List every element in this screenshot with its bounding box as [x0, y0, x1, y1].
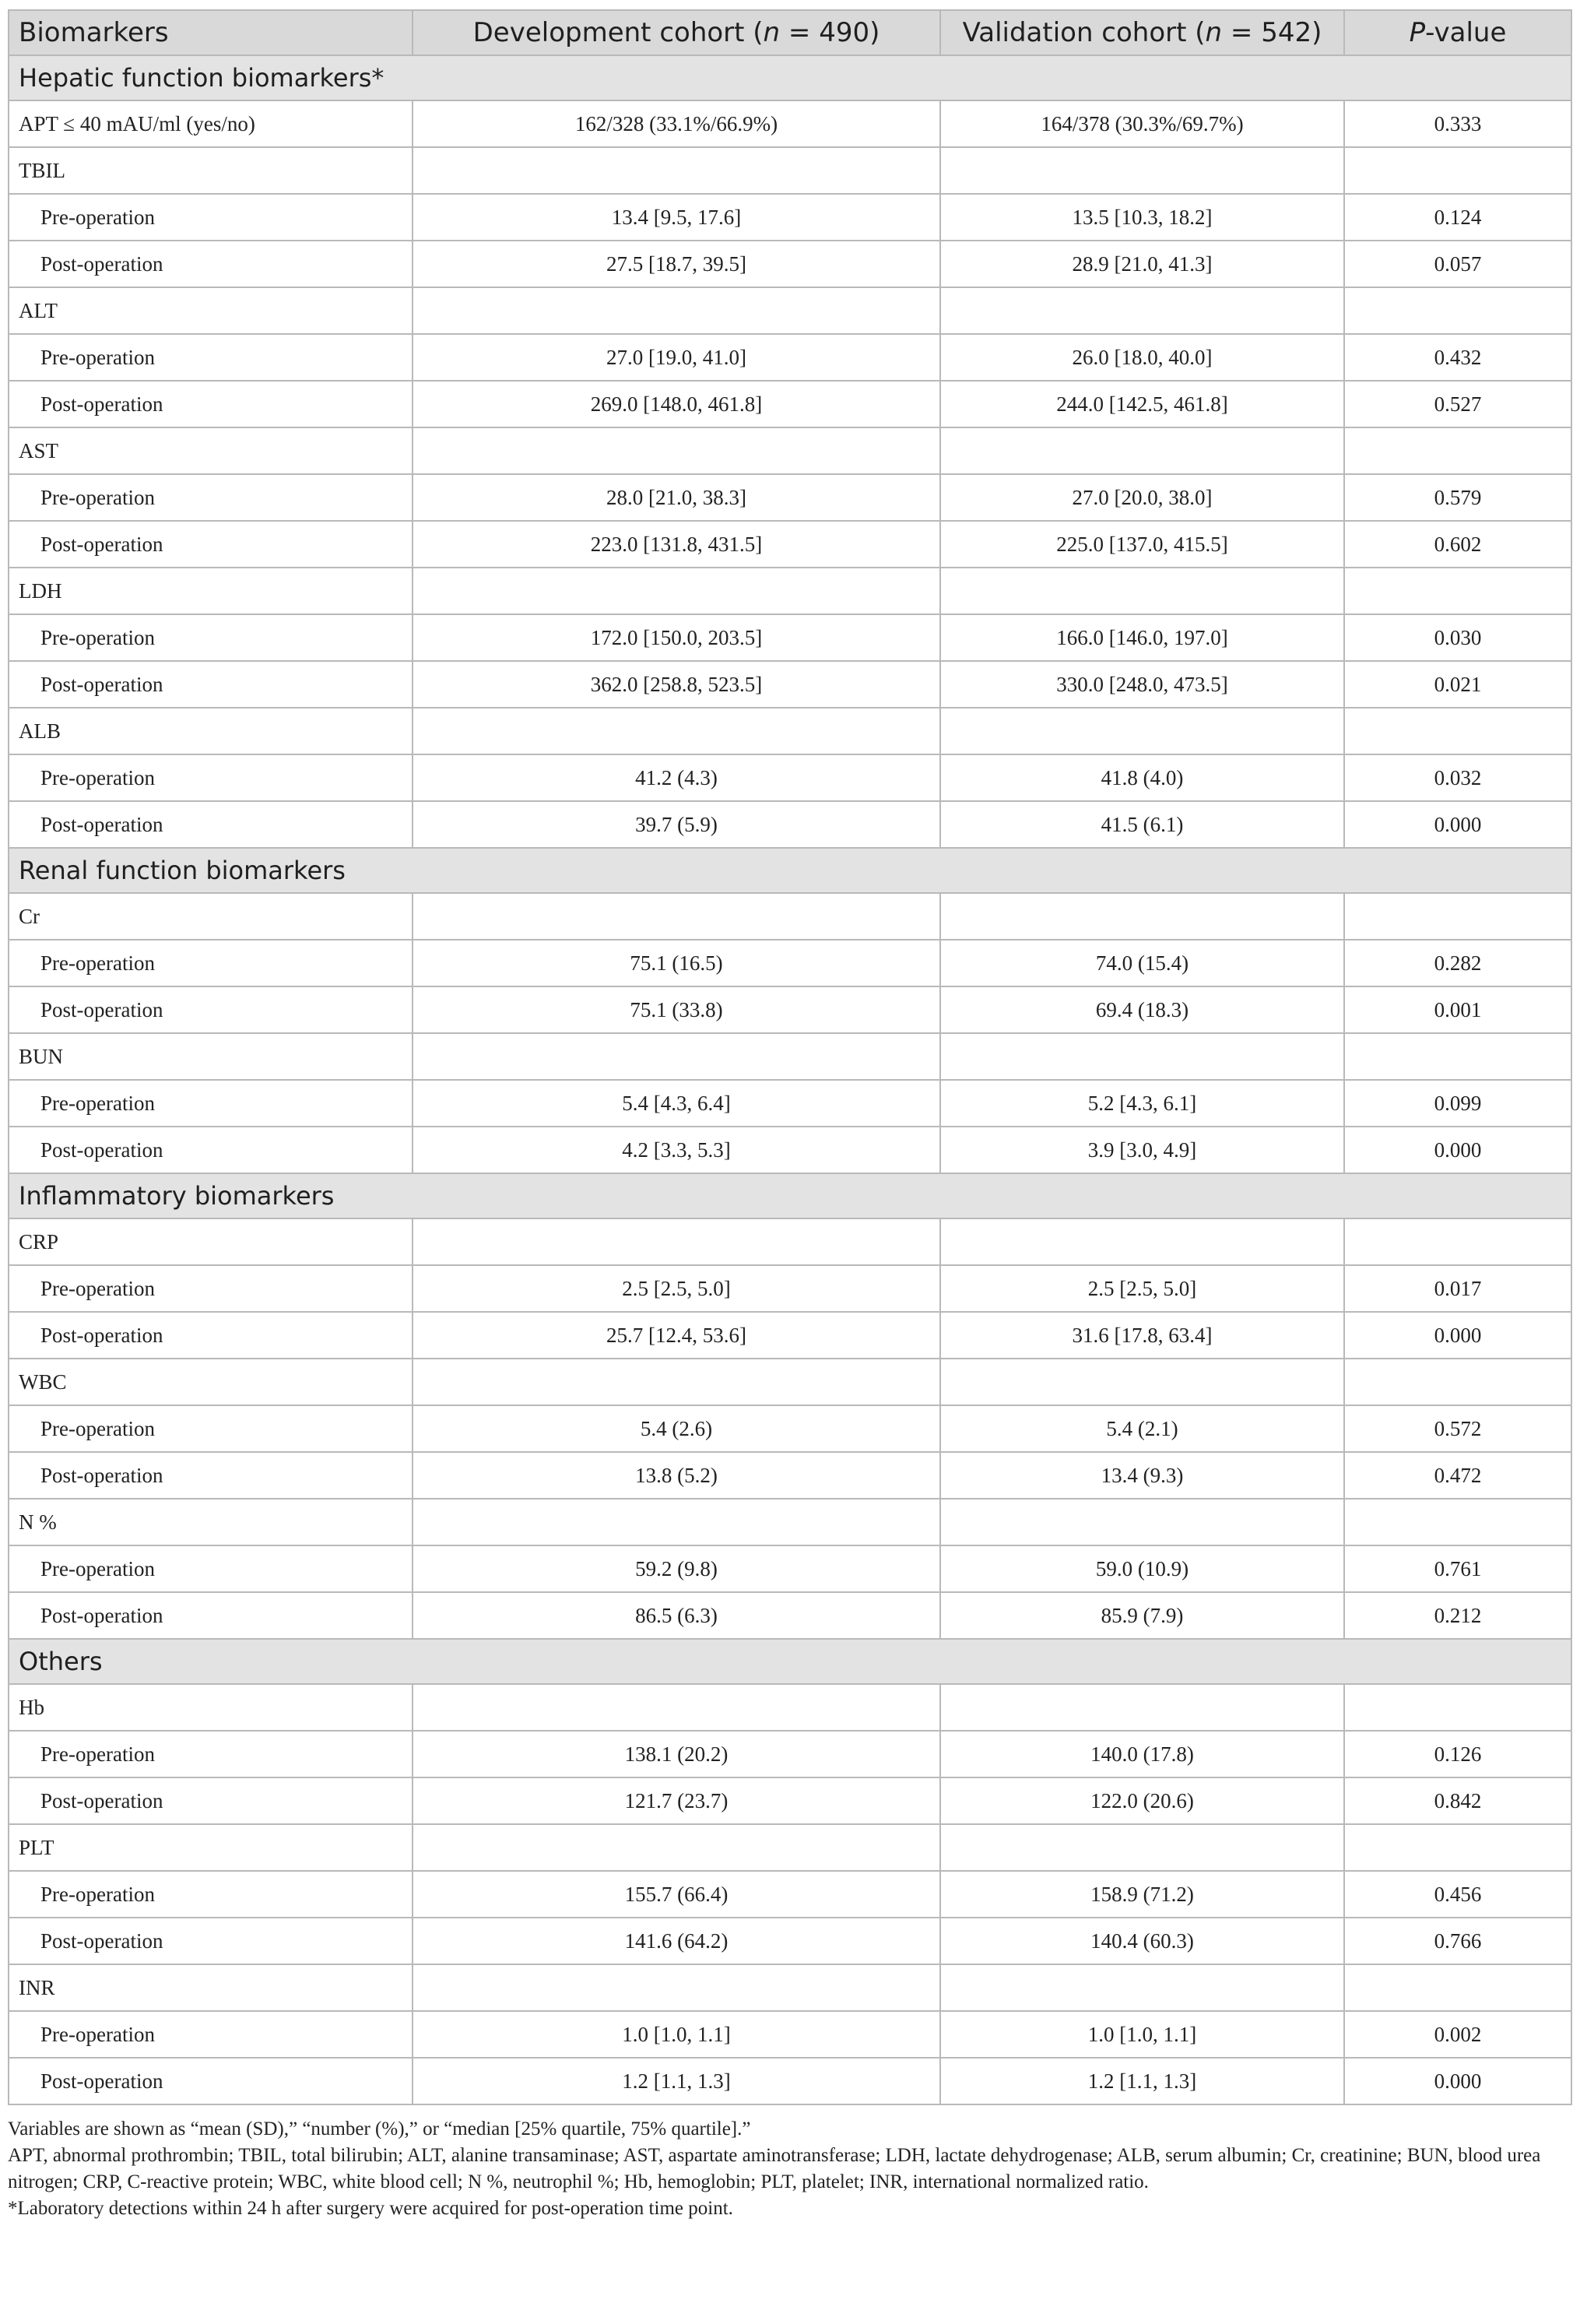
development-cohort-cell: 2.5 [2.5, 5.0] — [413, 1265, 940, 1312]
p-value-cell: 0.000 — [1344, 1127, 1571, 1173]
biomarker-label-cell: LDH — [9, 568, 413, 614]
table-row — [9, 1080, 1571, 1127]
biomarker-label-cell: Post-operation — [9, 1777, 413, 1824]
biomarker-label-cell: Pre-operation — [9, 754, 413, 801]
section-header-row — [9, 1639, 1571, 1684]
table-row — [9, 100, 1571, 147]
table-row — [9, 1033, 1571, 1080]
biomarker-label-cell: ALB — [9, 708, 413, 754]
validation-cohort-cell: 41.5 (6.1) — [940, 801, 1344, 848]
biomarker-label-cell: Post-operation — [9, 1127, 413, 1173]
validation-cohort-cell — [940, 147, 1344, 194]
biomarker-label-cell: N % — [9, 1499, 413, 1545]
p-value-cell: 0.126 — [1344, 1731, 1571, 1777]
table-row — [9, 754, 1571, 801]
table-row — [9, 2011, 1571, 2058]
development-cohort-cell: 4.2 [3.3, 5.3] — [413, 1127, 940, 1173]
p-value-cell — [1344, 1033, 1571, 1080]
biomarker-label-cell: Pre-operation — [9, 940, 413, 986]
table-row — [9, 1592, 1571, 1639]
validation-cohort-cell — [940, 1684, 1344, 1731]
table-row — [9, 1312, 1571, 1359]
development-cohort-cell: 155.7 (66.4) — [413, 1871, 940, 1918]
table-row — [9, 661, 1571, 708]
p-value-cell: 0.099 — [1344, 1080, 1571, 1127]
validation-cohort-cell: 5.4 (2.1) — [940, 1405, 1344, 1452]
table-row — [9, 1871, 1571, 1918]
development-cohort-cell: 41.2 (4.3) — [413, 754, 940, 801]
p-value-cell: 0.432 — [1344, 334, 1571, 381]
p-value-cell: 0.766 — [1344, 1918, 1571, 1964]
development-cohort-cell: 5.4 (2.6) — [413, 1405, 940, 1452]
p-value-cell: 0.032 — [1344, 754, 1571, 801]
biomarkers-table — [8, 9, 1572, 2105]
p-value-cell — [1344, 1964, 1571, 2011]
biomarker-label-cell: Post-operation — [9, 1918, 413, 1964]
validation-cohort-cell: 28.9 [21.0, 41.3] — [940, 241, 1344, 287]
biomarker-label-cell: Post-operation — [9, 801, 413, 848]
table-row — [9, 1964, 1571, 2011]
biomarker-label-cell: Post-operation — [9, 661, 413, 708]
validation-cohort-cell: 122.0 (20.6) — [940, 1777, 1344, 1824]
validation-cohort-cell — [940, 1218, 1344, 1265]
p-value-cell: 0.579 — [1344, 474, 1571, 521]
validation-cohort-cell: 166.0 [146.0, 197.0] — [940, 614, 1344, 661]
biomarker-label-cell: INR — [9, 1964, 413, 2011]
table-row — [9, 1777, 1571, 1824]
validation-cohort-cell — [940, 427, 1344, 474]
development-cohort-cell — [413, 708, 940, 754]
table-row — [9, 1359, 1571, 1405]
header-validation-cohort — [940, 10, 1344, 55]
p-value-cell: 0.842 — [1344, 1777, 1571, 1824]
validation-cohort-cell: 225.0 [137.0, 415.5] — [940, 521, 1344, 568]
development-cohort-cell: 13.8 (5.2) — [413, 1452, 940, 1499]
development-cohort-cell — [413, 893, 940, 940]
header-biomarkers: Biomarkers — [9, 10, 413, 55]
development-cohort-cell: 141.6 (64.2) — [413, 1918, 940, 1964]
development-cohort-cell — [413, 568, 940, 614]
biomarker-label-cell: Pre-operation — [9, 1731, 413, 1777]
validation-cohort-cell — [940, 568, 1344, 614]
development-cohort-cell: 172.0 [150.0, 203.5] — [413, 614, 940, 661]
table-row — [9, 287, 1571, 334]
p-value-cell — [1344, 1499, 1571, 1545]
p-value-cell: 0.212 — [1344, 1592, 1571, 1639]
biomarker-label-cell: Post-operation — [9, 241, 413, 287]
p-value-cell: 0.124 — [1344, 194, 1571, 241]
table-row — [9, 614, 1571, 661]
biomarker-label-cell: Post-operation — [9, 986, 413, 1033]
validation-cohort-cell — [940, 708, 1344, 754]
biomarker-label-cell: Hb — [9, 1684, 413, 1731]
p-value-cell: 0.456 — [1344, 1871, 1571, 1918]
biomarker-label-cell: Post-operation — [9, 1312, 413, 1359]
validation-cohort-cell: 140.0 (17.8) — [940, 1731, 1344, 1777]
validation-cohort-cell: 164/378 (30.3%/69.7%) — [940, 100, 1344, 147]
validation-cohort-cell — [940, 1033, 1344, 1080]
table-row — [9, 1684, 1571, 1731]
p-value-cell: 0.057 — [1344, 241, 1571, 287]
p-value-cell: 0.572 — [1344, 1405, 1571, 1452]
biomarker-label-cell: Post-operation — [9, 2058, 413, 2104]
table-row — [9, 1731, 1571, 1777]
section-title: Hepatic function biomarkers* — [9, 55, 1571, 100]
biomarker-label-cell: Pre-operation — [9, 1871, 413, 1918]
p-value-cell — [1344, 1824, 1571, 1871]
validation-cohort-cell: 31.6 [17.8, 63.4] — [940, 1312, 1344, 1359]
table-row — [9, 1545, 1571, 1592]
development-cohort-cell — [413, 1964, 940, 2011]
biomarker-label-cell: Post-operation — [9, 1592, 413, 1639]
validation-cohort-cell: 1.0 [1.0, 1.1] — [940, 2011, 1344, 2058]
validation-cohort-cell: 3.9 [3.0, 4.9] — [940, 1127, 1344, 1173]
development-cohort-cell: 27.5 [18.7, 39.5] — [413, 241, 940, 287]
table-row — [9, 986, 1571, 1033]
development-cohort-cell — [413, 1033, 940, 1080]
development-cohort-cell — [413, 1499, 940, 1545]
validation-cohort-cell — [940, 1499, 1344, 1545]
table-row — [9, 801, 1571, 848]
p-value-cell: 0.002 — [1344, 2011, 1571, 2058]
p-value-cell: 0.030 — [1344, 614, 1571, 661]
p-value-cell — [1344, 568, 1571, 614]
biomarker-label-cell: Post-operation — [9, 381, 413, 427]
development-cohort-cell: 269.0 [148.0, 461.8] — [413, 381, 940, 427]
p-value-cell: 0.333 — [1344, 100, 1571, 147]
header-dev-text: Development cohort ( — [472, 17, 764, 48]
development-cohort-cell — [413, 1684, 940, 1731]
biomarker-label-cell: CRP — [9, 1218, 413, 1265]
footnote-variables: Variables are shown as “mean (SD),” “number (%),” or “median [25% quartile, 75% quartile].” — [8, 2118, 751, 2139]
table-footnotes — [8, 2116, 1571, 2222]
table-row — [9, 1918, 1571, 1964]
validation-cohort-cell: 27.0 [20.0, 38.0] — [940, 474, 1344, 521]
development-cohort-cell: 39.7 (5.9) — [413, 801, 940, 848]
validation-cohort-cell — [940, 1359, 1344, 1405]
development-cohort-cell: 1.2 [1.1, 1.3] — [413, 2058, 940, 2104]
p-value-cell: 0.602 — [1344, 521, 1571, 568]
p-value-cell: 0.000 — [1344, 801, 1571, 848]
validation-cohort-cell: 13.5 [10.3, 18.2] — [940, 194, 1344, 241]
development-cohort-cell: 75.1 (16.5) — [413, 940, 940, 986]
table-row — [9, 1452, 1571, 1499]
table-row — [9, 334, 1571, 381]
table-row — [9, 241, 1571, 287]
development-cohort-cell: 28.0 [21.0, 38.3] — [413, 474, 940, 521]
biomarker-label-cell: BUN — [9, 1033, 413, 1080]
validation-cohort-cell: 1.2 [1.1, 1.3] — [940, 2058, 1344, 2104]
validation-cohort-cell: 158.9 (71.2) — [940, 1871, 1344, 1918]
biomarker-label-cell: TBIL — [9, 147, 413, 194]
table-row — [9, 427, 1571, 474]
section-header-row — [9, 55, 1571, 100]
biomarker-label-cell: AST — [9, 427, 413, 474]
validation-cohort-cell: 244.0 [142.5, 461.8] — [940, 381, 1344, 427]
table-row — [9, 1218, 1571, 1265]
validation-cohort-cell: 2.5 [2.5, 5.0] — [940, 1265, 1344, 1312]
header-val-n: n — [1205, 17, 1223, 48]
p-value-cell: 0.017 — [1344, 1265, 1571, 1312]
biomarker-label-cell: Post-operation — [9, 521, 413, 568]
header-p: P — [1409, 17, 1426, 48]
header-dev-count: = 490) — [780, 17, 880, 48]
table-row — [9, 474, 1571, 521]
section-title: Others — [9, 1639, 1571, 1684]
section-header-row — [9, 848, 1571, 893]
validation-cohort-cell — [940, 893, 1344, 940]
p-value-cell: 0.000 — [1344, 1312, 1571, 1359]
p-value-cell: 0.282 — [1344, 940, 1571, 986]
p-value-cell: 0.527 — [1344, 381, 1571, 427]
table-row — [9, 1127, 1571, 1173]
development-cohort-cell — [413, 1218, 940, 1265]
section-header-row — [9, 1173, 1571, 1218]
validation-cohort-cell: 85.9 (7.9) — [940, 1592, 1344, 1639]
development-cohort-cell: 223.0 [131.8, 431.5] — [413, 521, 940, 568]
table-row — [9, 1499, 1571, 1545]
p-value-cell: 0.761 — [1344, 1545, 1571, 1592]
p-value-cell — [1344, 1684, 1571, 1731]
p-value-cell — [1344, 287, 1571, 334]
p-value-cell — [1344, 1218, 1571, 1265]
development-cohort-cell: 121.7 (23.7) — [413, 1777, 940, 1824]
footnote-lab-detections: *Laboratory detections within 24 h after surgery were acquired for post-operation time point. — [8, 2198, 733, 2219]
development-cohort-cell: 13.4 [9.5, 17.6] — [413, 194, 940, 241]
development-cohort-cell: 162/328 (33.1%/66.9%) — [413, 100, 940, 147]
table-row — [9, 147, 1571, 194]
biomarker-label-cell: Pre-operation — [9, 1545, 413, 1592]
development-cohort-cell: 75.1 (33.8) — [413, 986, 940, 1033]
biomarker-label-cell: Pre-operation — [9, 194, 413, 241]
development-cohort-cell: 1.0 [1.0, 1.1] — [413, 2011, 940, 2058]
validation-cohort-cell: 5.2 [4.3, 6.1] — [940, 1080, 1344, 1127]
validation-cohort-cell: 140.4 (60.3) — [940, 1918, 1344, 1964]
biomarker-label-cell: Pre-operation — [9, 334, 413, 381]
table-row — [9, 381, 1571, 427]
development-cohort-cell: 5.4 [4.3, 6.4] — [413, 1080, 940, 1127]
header-p-suffix: -value — [1425, 17, 1507, 48]
validation-cohort-cell: 59.0 (10.9) — [940, 1545, 1344, 1592]
header-dev-n: n — [763, 17, 781, 48]
p-value-cell: 0.000 — [1344, 2058, 1571, 2104]
biomarker-label-cell: Pre-operation — [9, 614, 413, 661]
development-cohort-cell: 27.0 [19.0, 41.0] — [413, 334, 940, 381]
validation-cohort-cell: 74.0 (15.4) — [940, 940, 1344, 986]
biomarker-label-cell: APT ≤ 40 mAU/ml (yes/no) — [9, 100, 413, 147]
development-cohort-cell — [413, 287, 940, 334]
header-development-cohort — [413, 10, 940, 55]
p-value-cell — [1344, 147, 1571, 194]
table-row — [9, 1824, 1571, 1871]
p-value-cell — [1344, 708, 1571, 754]
development-cohort-cell — [413, 1824, 940, 1871]
header-p-value — [1344, 10, 1571, 55]
section-title: Renal function biomarkers — [9, 848, 1571, 893]
table-header-row — [9, 10, 1571, 55]
biomarker-label-cell: Post-operation — [9, 1452, 413, 1499]
section-title: Inflammatory biomarkers — [9, 1173, 1571, 1218]
p-value-cell — [1344, 893, 1571, 940]
header-val-count: = 542) — [1222, 17, 1322, 48]
biomarker-label-cell: Pre-operation — [9, 1080, 413, 1127]
development-cohort-cell: 86.5 (6.3) — [413, 1592, 940, 1639]
biomarker-label-cell: ALT — [9, 287, 413, 334]
biomarker-label-cell: Cr — [9, 893, 413, 940]
header-val-text: Validation cohort ( — [962, 17, 1206, 48]
validation-cohort-cell: 26.0 [18.0, 40.0] — [940, 334, 1344, 381]
validation-cohort-cell: 69.4 (18.3) — [940, 986, 1344, 1033]
table-row — [9, 521, 1571, 568]
table-row — [9, 1405, 1571, 1452]
biomarker-label-cell: Pre-operation — [9, 1405, 413, 1452]
table-row — [9, 2058, 1571, 2104]
development-cohort-cell: 362.0 [258.8, 523.5] — [413, 661, 940, 708]
biomarker-label-cell: PLT — [9, 1824, 413, 1871]
table-row — [9, 1265, 1571, 1312]
p-value-cell: 0.001 — [1344, 986, 1571, 1033]
validation-cohort-cell: 330.0 [248.0, 473.5] — [940, 661, 1344, 708]
validation-cohort-cell — [940, 287, 1344, 334]
table-row — [9, 568, 1571, 614]
p-value-cell: 0.021 — [1344, 661, 1571, 708]
table-row — [9, 194, 1571, 241]
table-row — [9, 940, 1571, 986]
p-value-cell: 0.472 — [1344, 1452, 1571, 1499]
validation-cohort-cell — [940, 1824, 1344, 1871]
biomarker-label-cell: Pre-operation — [9, 1265, 413, 1312]
document — [8, 9, 1571, 2222]
validation-cohort-cell: 13.4 (9.3) — [940, 1452, 1344, 1499]
biomarker-label-cell: WBC — [9, 1359, 413, 1405]
footnote-abbreviations: APT, abnormal prothrombin; TBIL, total bilirubin; ALT, alanine transaminase; AST, aspartate aminotransferase; LDH, lactate dehydrogenase; ALB, serum albumin; Cr, creatinine; BUN, blood urea nitrogen; CRP, C-reactive protein; WBC, white blood cell; N %, neutrophil %; Hb, hemoglobin; PLT, platelet; INR, international normalized ratio. — [8, 2145, 1541, 2192]
biomarker-label-cell: Pre-operation — [9, 474, 413, 521]
validation-cohort-cell — [940, 1964, 1344, 2011]
p-value-cell — [1344, 427, 1571, 474]
validation-cohort-cell: 41.8 (4.0) — [940, 754, 1344, 801]
table-row — [9, 708, 1571, 754]
development-cohort-cell — [413, 147, 940, 194]
development-cohort-cell — [413, 427, 940, 474]
biomarker-label-cell: Pre-operation — [9, 2011, 413, 2058]
development-cohort-cell — [413, 1359, 940, 1405]
table-row — [9, 893, 1571, 940]
development-cohort-cell: 138.1 (20.2) — [413, 1731, 940, 1777]
table-body — [9, 55, 1571, 2104]
p-value-cell — [1344, 1359, 1571, 1405]
development-cohort-cell: 59.2 (9.8) — [413, 1545, 940, 1592]
development-cohort-cell: 25.7 [12.4, 53.6] — [413, 1312, 940, 1359]
